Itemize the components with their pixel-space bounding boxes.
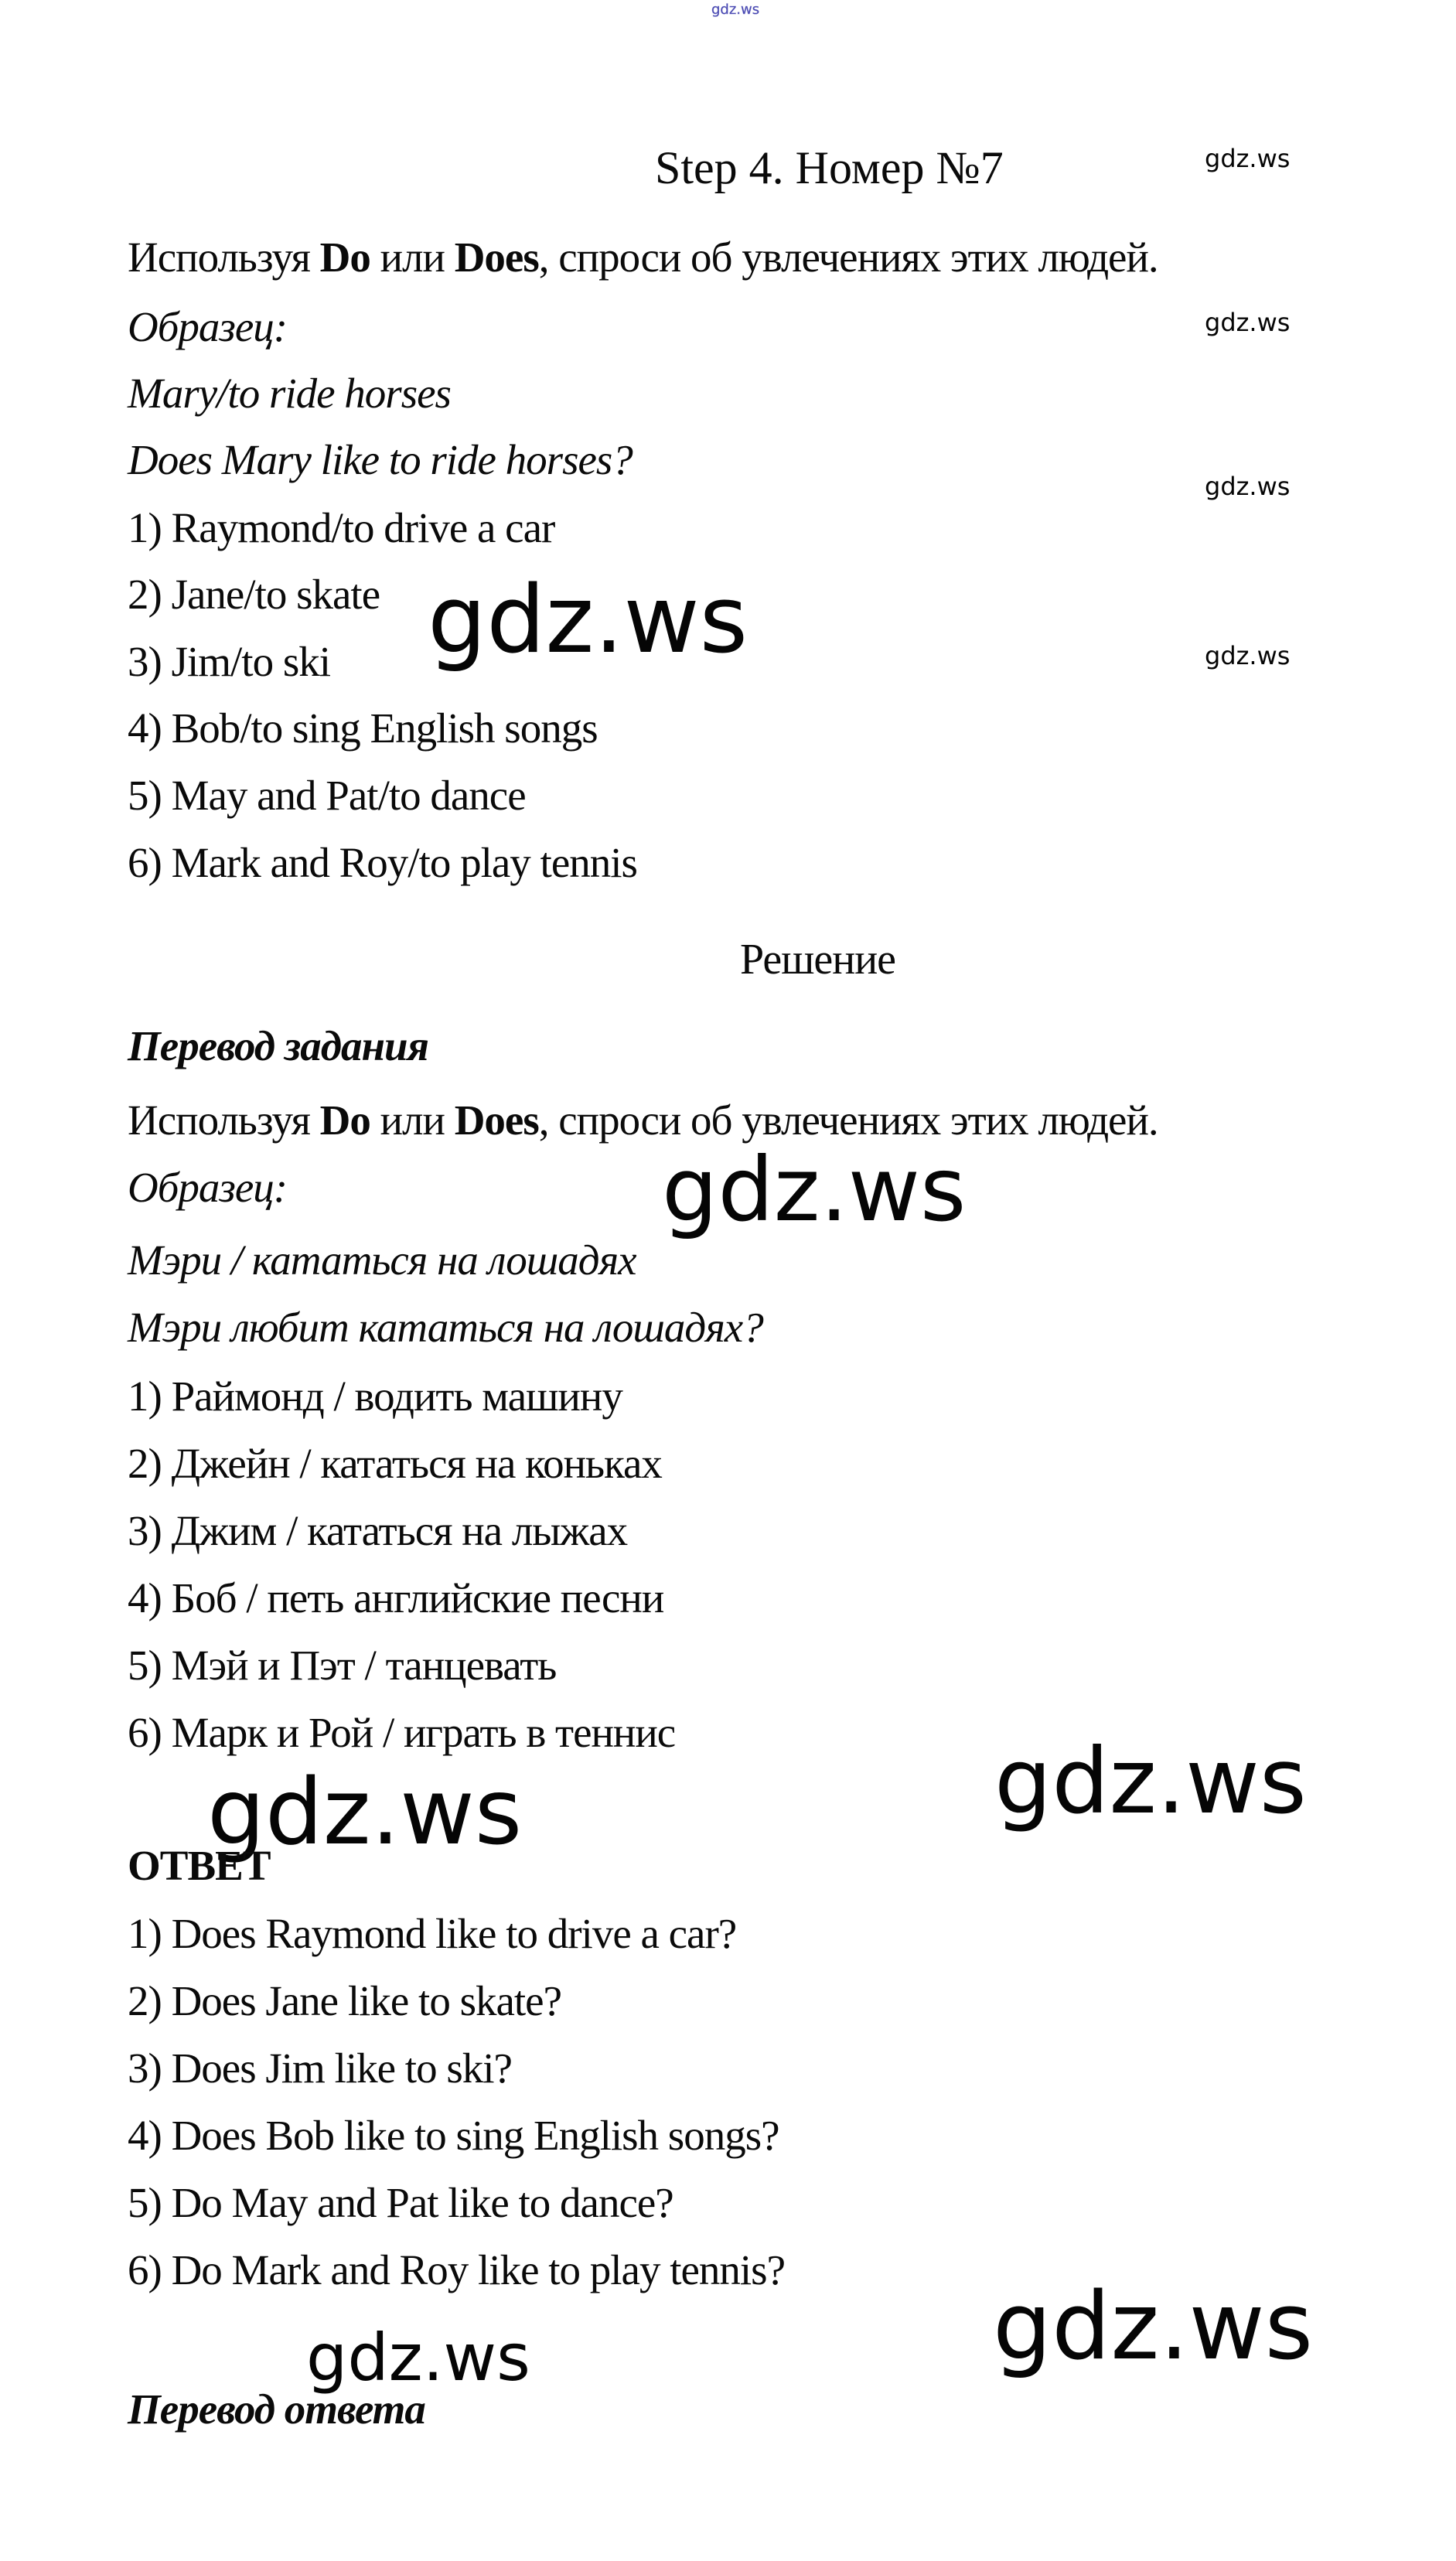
task-instruction-part: или (370, 234, 455, 281)
watermark-gdzws-small-4: gdz.ws (1205, 641, 1291, 670)
solution-item-5: 5) Мэй и Пэт / танцевать (128, 1642, 557, 1689)
task-item-4: 4) Bob/to sing English songs (128, 704, 598, 752)
solution-item-1: 1) Раймонд / водить машину (128, 1373, 622, 1420)
watermark-gdzws-large-3: gdz.ws (207, 1758, 523, 1865)
task-instruction-does: Does (454, 234, 539, 281)
solution-sample-label: Образец: (128, 1164, 288, 1211)
task-item-5: 5) May and Pat/to dance (128, 772, 526, 819)
task-sample-line-2: Does Mary like to ride horses? (128, 436, 633, 483)
solution-heading: Решение (740, 936, 896, 984)
answer-heading: ОТВЕТ (128, 1842, 271, 1889)
solution-instruction-part: , спроси об увлечениях этих людей. (538, 1096, 1158, 1144)
answer-item-6: 6) Do Mark and Roy like to play tennis? (128, 2246, 785, 2293)
task-item-3: 3) Jim/to ski (128, 638, 331, 685)
solution-sample-line-1: Мэри / кататься на лошадях (128, 1236, 636, 1284)
answer-item-5: 5) Do May and Pat like to dance? (128, 2179, 673, 2226)
task-instruction (128, 234, 1158, 281)
task-item-1: 1) Raymond/to drive a car (128, 504, 555, 551)
task-sample-label: Образец: (128, 303, 288, 350)
task-item-2: 2) Jane/to skate (128, 571, 380, 618)
watermark-gdzws-large-5: gdz.ws (306, 2320, 530, 2396)
watermark-gdzws-top-blue: gdz.ws (711, 2, 760, 18)
task-instruction-part: , спроси об увлечениях этих людей. (538, 234, 1158, 281)
solution-item-4: 4) Боб / петь английские песни (128, 1574, 664, 1622)
solution-instruction-part: или (370, 1096, 455, 1144)
solution-instruction (128, 1096, 1158, 1144)
answer-item-3: 3) Does Jim like to ski? (128, 2044, 512, 2092)
task-instruction-part: Используя (128, 234, 320, 281)
solution-item-3: 3) Джим / кататься на лыжах (128, 1507, 628, 1554)
answer-item-2: 2) Does Jane like to skate? (128, 1977, 562, 2024)
task-item-6: 6) Mark and Roy/to play tennis (128, 839, 637, 886)
solution-instruction-do: Do (319, 1096, 370, 1144)
solution-sample-line-2: Мэри любит кататься на лошадях? (128, 1304, 763, 1351)
watermark-gdzws-large-4: gdz.ws (994, 1728, 1307, 1834)
answer-item-1: 1) Does Raymond like to drive a car? (128, 1910, 737, 1957)
watermark-gdzws-small-3: gdz.ws (1205, 472, 1291, 501)
watermark-gdzws-small-2: gdz.ws (1205, 308, 1291, 337)
solution-instruction-part: Используя (128, 1096, 320, 1144)
solution-instruction-does: Does (454, 1096, 539, 1144)
solution-item-6: 6) Марк и Рой / играть в теннис (128, 1709, 676, 1756)
task-instruction-do: Do (319, 234, 370, 281)
watermark-gdzws-large-6: gdz.ws (993, 2273, 1314, 2381)
translation-heading: Перевод задания (128, 1022, 428, 1069)
watermark-gdzws-large-2: gdz.ws (662, 1138, 967, 1241)
task-sample-line-1: Mary/to ride horses (128, 370, 451, 417)
watermark-gdzws-small-1: gdz.ws (1205, 144, 1291, 173)
solution-item-2: 2) Джейн / кататься на коньках (128, 1440, 662, 1487)
page-title: Step 4. Номер №7 (655, 142, 1004, 193)
answer-item-4: 4) Does Bob like to sing English songs? (128, 2112, 779, 2159)
answer-translation-heading: Перевод ответа (128, 2385, 425, 2433)
watermark-gdzws-large-1: gdz.ws (428, 567, 748, 674)
